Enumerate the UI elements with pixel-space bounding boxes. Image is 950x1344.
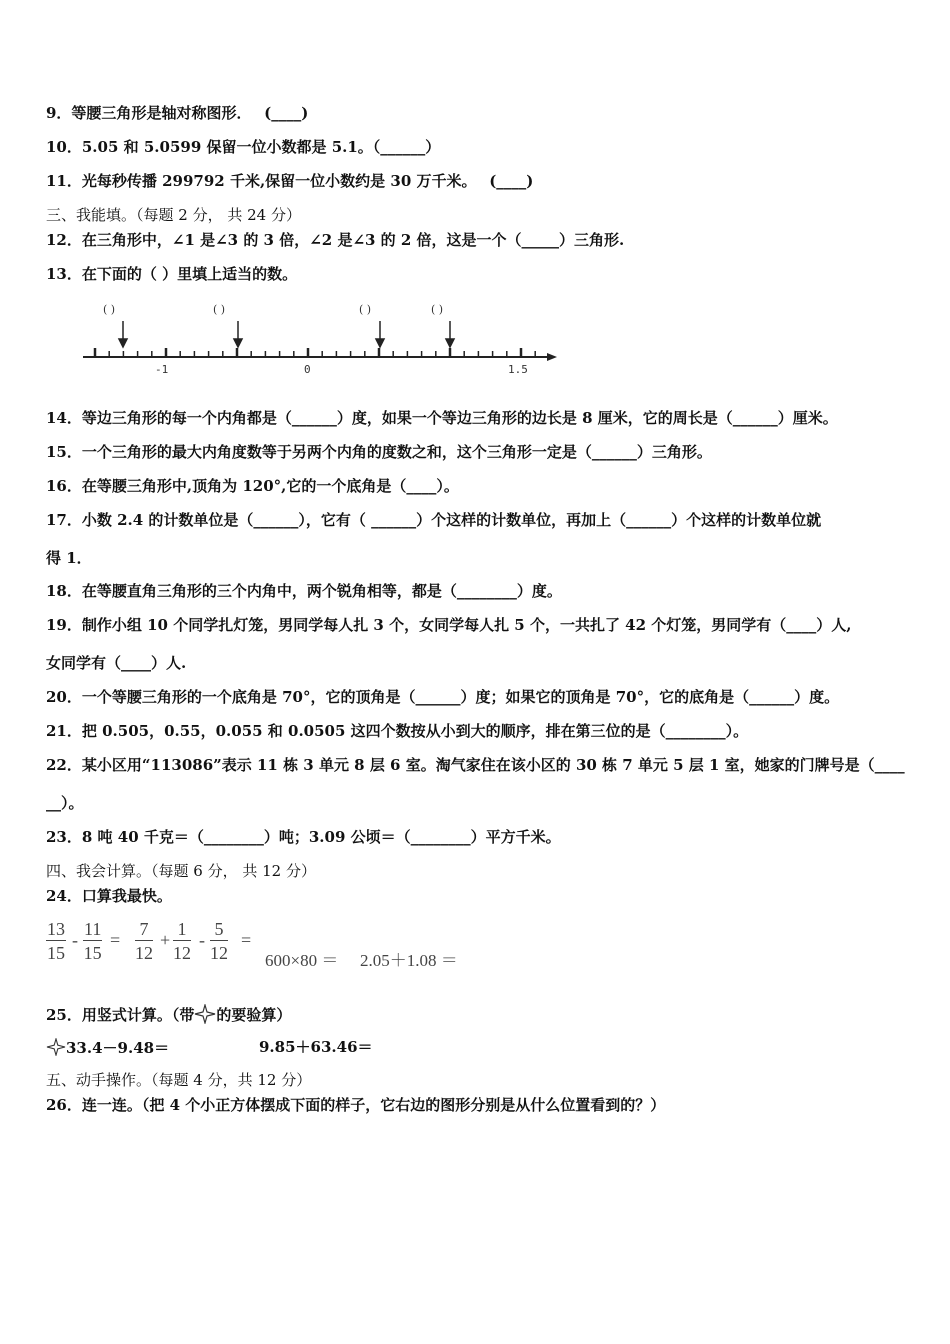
question-25	[46, 1004, 291, 1024]
fraction-1-12	[173, 918, 191, 965]
calc-2: 9.85＋63.46＝	[259, 1038, 373, 1056]
denominator: 15	[47, 943, 65, 963]
question-20: 20．一个等腰三角形的一个底角是 70°，它的顶角是（______）度；如果它的顶角是 70°，它的底角是（______）度。	[46, 688, 840, 706]
numerator: 13	[47, 919, 65, 939]
question-22-line2: __）。	[46, 794, 84, 812]
numberline-label-neg1: -1	[155, 363, 169, 376]
plus-sign: +	[160, 930, 171, 950]
equals-sign: =	[241, 930, 252, 950]
question-17-line1: 17．小数 2.4 的计数单位是（______），它有（ ______）个这样的计数单位，再加上（______）个这样的计数单位就	[46, 511, 822, 529]
denominator: 12	[210, 943, 228, 963]
denominator: 12	[173, 943, 191, 963]
fraction-7-12	[135, 918, 153, 965]
numerator: 7	[135, 918, 153, 941]
question-25-text-a: 25．用竖式计算。（带	[46, 1006, 195, 1024]
expression-add: 2.05＋1.08 ＝	[360, 951, 458, 970]
star-icon	[46, 1038, 66, 1056]
question-18: 18．在等腰直角三角形的三个内角中，两个锐角相等，都是（________）度。	[46, 582, 562, 600]
question-15: 15．一个三角形的最大内角度数等于另两个内角的度数之和，这个三角形一定是（______）三角形。	[46, 443, 712, 461]
question-12: 12．在三角形中，∠1 是∠3 的 3 倍，∠2 是∠3 的 2 倍，这是一个（_____）三角形.	[46, 231, 625, 249]
numberline-label-1.5: 1.5	[508, 363, 528, 376]
question-23: 23．8 吨 40 千克＝（________）吨；3.09 公顷＝（________）平方千米。	[46, 828, 561, 846]
section-3-heading: 三、我能填。（每题 2 分， 共 24 分）	[46, 206, 301, 224]
numberline-paren-3: ( )	[359, 303, 372, 316]
fraction-5-12	[210, 918, 228, 965]
minus-sign: -	[72, 930, 78, 950]
question-24: 24．口算我最快。	[46, 887, 172, 905]
question-19-line2: 女同学有（____）人.	[46, 654, 187, 672]
numberline-paren-2: ( )	[213, 303, 226, 316]
denominator: 15	[83, 943, 102, 963]
calc-row	[46, 1038, 373, 1057]
question-17-line2: 得 1．	[46, 549, 92, 567]
question-26: 26．连一连。（把 4 个小正方体摆成下面的样子，它右边的图形分别是从什么位置看到的？）	[46, 1096, 666, 1114]
question-9: 9．等腰三角形是轴对称图形． (____)	[46, 104, 309, 122]
expression-multiply: 600×80 ＝	[265, 951, 339, 970]
question-14: 14．等边三角形的每一个内角都是（______）度，如果一个等边三角形的边长是 8 厘米，它的周长是（______）厘米。	[46, 409, 838, 427]
denominator: 12	[135, 943, 153, 963]
equals-sign: =	[110, 930, 121, 950]
calc-1: 33.4－9.48＝	[66, 1039, 170, 1057]
number-line	[75, 295, 575, 385]
numberline-paren-1: ( )	[103, 303, 116, 316]
fraction-13-15	[46, 918, 66, 965]
star-icon	[194, 1004, 216, 1024]
numberline-paren-4: ( )	[431, 303, 444, 316]
question-21: 21．把 0.505，0.55，0.055 和 0.0505 这四个数按从小到大的顺序，排在第三位的是（________）。	[46, 722, 749, 740]
minus-sign: -	[199, 930, 205, 950]
numerator: 5	[210, 918, 228, 941]
question-13: 13．在下面的（ ）里填上适当的数。	[46, 265, 298, 283]
question-11: 11．光每秒传播 299792 千米,保留一位小数约是 30 万千米。 (____)	[46, 172, 534, 190]
question-25-text-b: 的要验算）	[216, 1006, 292, 1024]
question-19-line1: 19．制作小组 10 个同学扎灯笼，男同学每人扎 3 个，女同学每人扎 5 个，一共扎了 42 个灯笼，男同学有（____）人,	[46, 616, 852, 634]
section-4-heading: 四、我会计算。（每题 6 分， 共 12 分）	[46, 862, 316, 880]
section-5-heading: 五、动手操作。（每题 4 分，共 12 分）	[46, 1071, 312, 1089]
numerator: 1	[173, 918, 191, 941]
question-22-line1: 22．某小区用“113086”表示 11 栋 3 单元 8 层 6 室。淘气家住在该小区的 30 栋 7 单元 5 层 1 室，她家的门牌号是（____	[46, 756, 905, 774]
numberline-label-0: 0	[304, 363, 311, 376]
question-16: 16．在等腰三角形中,顶角为 120°,它的一个底角是（____）。	[46, 477, 459, 495]
question-10: 10．5.05 和 5.0599 保留一位小数都是 5.1。（______）	[46, 138, 441, 156]
numerator: 11	[84, 919, 102, 939]
fraction-11-15	[83, 918, 102, 965]
